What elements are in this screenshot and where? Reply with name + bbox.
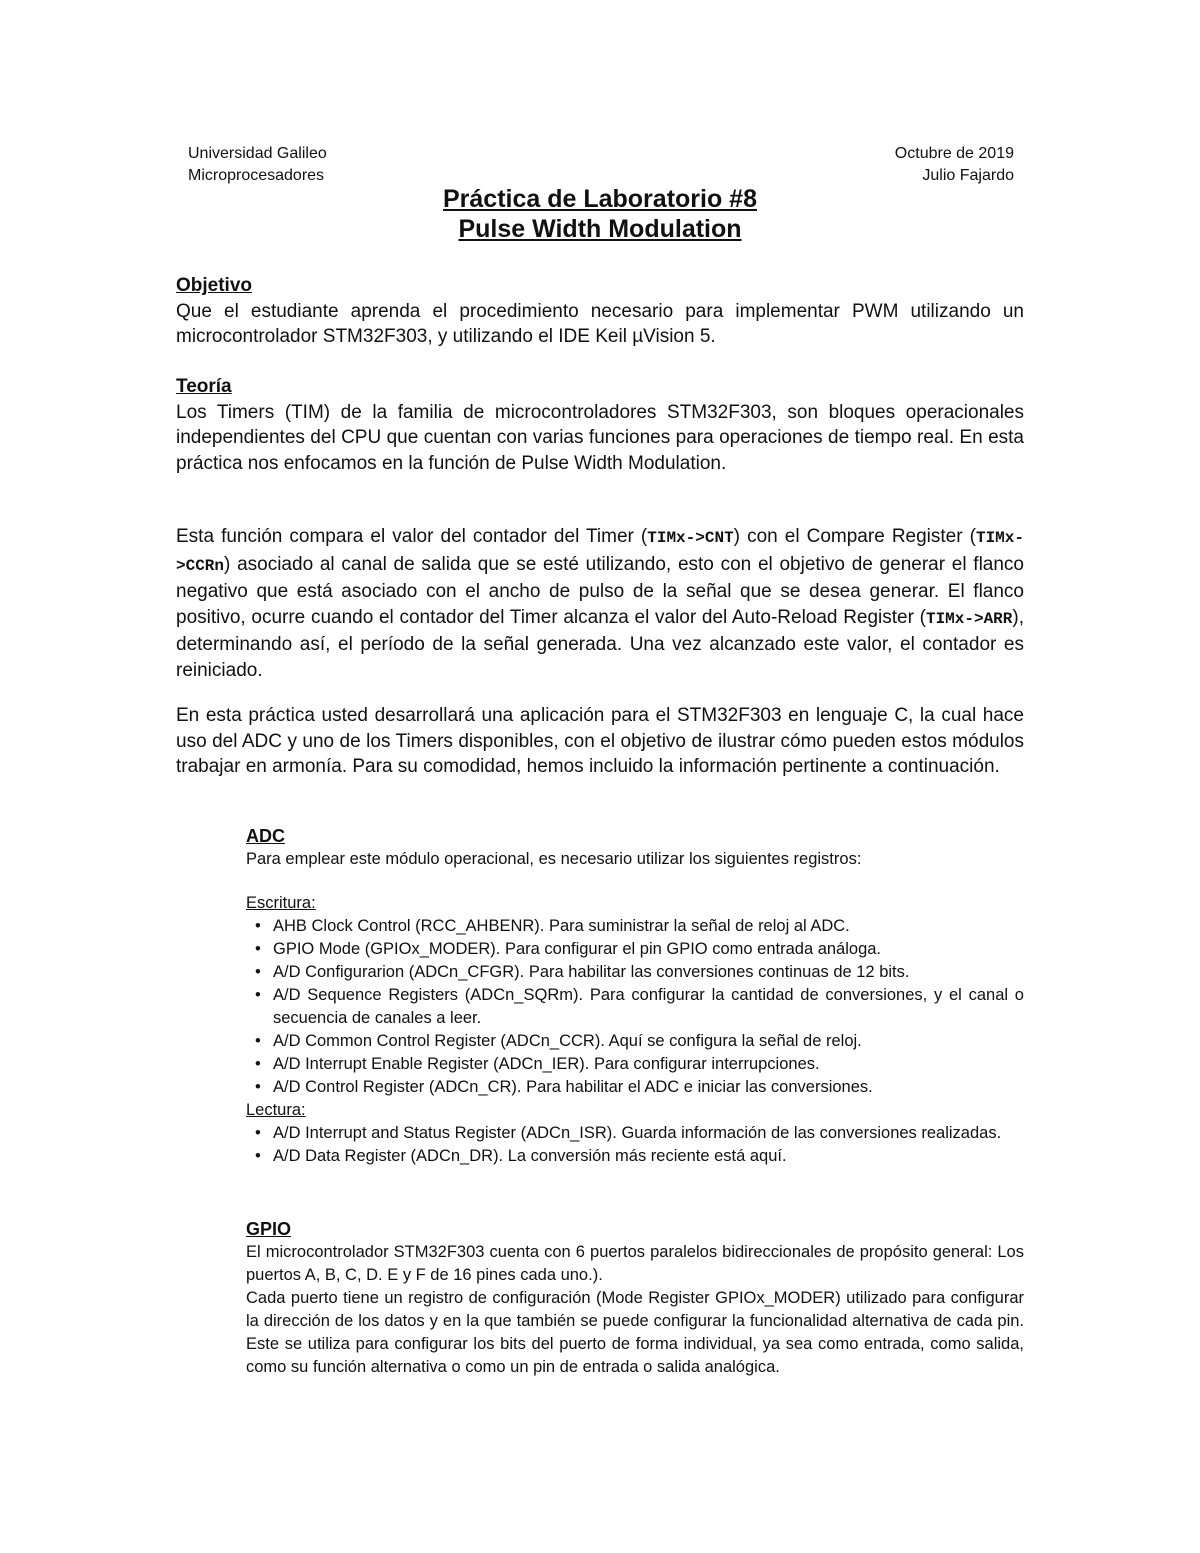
course-name: Microprocesadores bbox=[188, 167, 325, 184]
list-item: • A/D Common Control Register (ADCn_CCR). Aquí se configura la señal de reloj. bbox=[246, 1030, 1024, 1053]
gpio-paragraph-1: El microcontrolador STM32F303 cuenta con 6 puertos paralelos bidireccionales de propósito general: Los puertos A, B, C, D. E y F de 16 pines cada uno.). bbox=[246, 1243, 1024, 1284]
objetivo-text: Que el estudiante aprenda el procedimiento necesario para implementar PWM utilizando un microcontrolador STM32F303, y utilizando el IDE Keil µVision 5. bbox=[176, 300, 1024, 347]
university-name: Universidad Galileo bbox=[188, 145, 327, 162]
register-arr: TIMx->ARR bbox=[925, 609, 1013, 628]
teoria-section-2 bbox=[176, 524, 1024, 683]
adc-section bbox=[246, 825, 1024, 1168]
list-item: • A/D Sequence Registers (ADCn_SQRm). Para configurar la cantidad de conversiones, y el canal o secuencia de canales a leer. bbox=[246, 984, 1024, 1030]
teoria-paragraph-2 bbox=[176, 524, 1024, 683]
text-fragment: ), determinando así, el período de la señal generada. Una vez alcanzado este valor, el contador es reiniciado. bbox=[176, 606, 1024, 681]
list-item: • A/D Interrupt and Status Register (ADCn_ISR). Guarda información de las conversiones realizadas. bbox=[246, 1122, 1024, 1145]
gpio-paragraph-2: Cada puerto tiene un registro de configuración (Mode Register GPIOx_MODER) utilizado para configurar la dirección de los datos y en la que también se puede configurar la funcionalidad alternativa de cada pin. Este se utiliza para configurar los bits del puerto de forma individual, ya sea como entrada, como salida, como su función alternativa o como un pin de entrada o salida analógica. bbox=[246, 1289, 1024, 1376]
header-left bbox=[188, 143, 327, 187]
list-item: • A/D Configurarion (ADCn_CFGR). Para habilitar las conversiones continuas de 12 bits. bbox=[246, 961, 1024, 984]
register-cnt: TIMx->CNT bbox=[647, 529, 734, 547]
lectura-label: Lectura: bbox=[246, 1101, 306, 1119]
teoria-section bbox=[176, 374, 1024, 476]
text-fragment: ) con el Compare Register ( bbox=[733, 526, 976, 547]
document-title: Práctica de Laboratorio #8 bbox=[442, 185, 757, 213]
document-subtitle: Pulse Width Modulation bbox=[458, 215, 742, 243]
teoria-section-3 bbox=[176, 703, 1024, 780]
adc-intro: Para emplear este módulo operacional, es necesario utilizar los siguientes registros: bbox=[246, 850, 862, 868]
header-right bbox=[895, 143, 1014, 187]
escritura-label: Escritura: bbox=[246, 894, 316, 912]
text-fragment: Esta función compara el valor del contador del Timer ( bbox=[176, 526, 648, 547]
list-item: • A/D Data Register (ADCn_DR). La conversión más reciente está aquí. bbox=[246, 1145, 1024, 1168]
gpio-section bbox=[246, 1218, 1024, 1379]
adc-heading: ADC bbox=[246, 826, 285, 846]
teoria-heading: Teoría bbox=[176, 376, 232, 397]
list-item: • A/D Control Register (ADCn_CR). Para habilitar el ADC e iniciar las conversiones. bbox=[246, 1076, 1024, 1099]
lectura-list bbox=[246, 1122, 1024, 1168]
document-date: Octubre de 2019 bbox=[894, 145, 1014, 162]
list-item: • GPIO Mode (GPIOx_MODER). Para configurar el pin GPIO como entrada análoga. bbox=[246, 938, 1024, 961]
author-name: Julio Fajardo bbox=[922, 167, 1014, 184]
list-item: • A/D Interrupt Enable Register (ADCn_IER). Para configurar interrupciones. bbox=[246, 1053, 1024, 1076]
list-item: • AHB Clock Control (RCC_AHBENR). Para suministrar la señal de reloj al ADC. bbox=[246, 915, 1024, 938]
text-fragment: ) asociado al canal de salida que se esté utilizando, esto con el objetivo de generar el flanco negativo que está asociado con el ancho de pulso de la señal que se desea generar. El flanco positivo, ocurre cuando el contador del Timer alcanza el valor del Auto-Reload Register ( bbox=[176, 553, 1024, 628]
objetivo-heading: Objetivo bbox=[176, 275, 253, 296]
gpio-heading: GPIO bbox=[246, 1219, 292, 1239]
teoria-paragraph-1: Los Timers (TIM) de la familia de microcontroladores STM32F303, son bloques operacionales independientes del CPU que cuentan con varias funciones para operaciones de tiempo real. En esta práctica nos enfocamos en la función de Pulse Width Modulation. bbox=[176, 401, 1024, 474]
teoria-paragraph-3: En esta práctica usted desarrollará una aplicación para el STM32F303 en lenguaje C, la cual hace uso del ADC y uno de los Timers disponibles, con el objetivo de ilustrar cómo pueden estos módulos trabajar en armonía. Para su comodidad, hemos incluido la información pertinente a continuación. bbox=[176, 705, 1024, 777]
objetivo-section bbox=[176, 273, 1024, 350]
escritura-list bbox=[246, 915, 1024, 1099]
register-ccrn: TIMx->CCRn bbox=[176, 529, 1024, 575]
